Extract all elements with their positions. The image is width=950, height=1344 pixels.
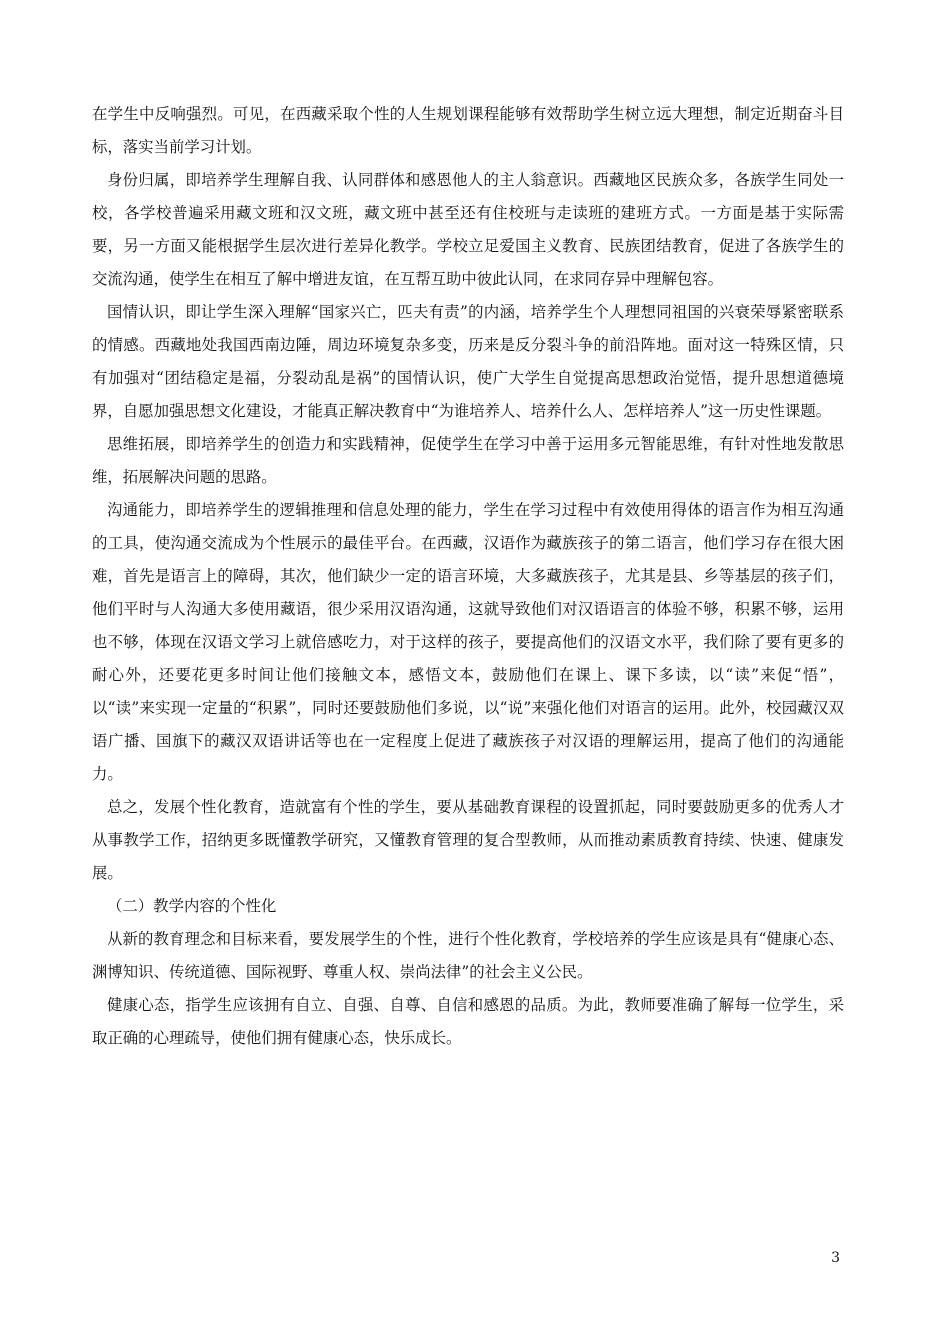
paragraph-national-awareness: 国情认识，即让学生深入理解“国家兴亡，匹夫有责”的内涵，培养学生个人理想同祖国的兴衰荣辱紧密联系的情感。西藏地处我国西南边陲，周边环境复杂多变，历来是反分裂斗争的前沿阵地。面对这一特殊区情，只有加强对“团结稳定是福，分裂动乱是祸”的国情认识，使广大学生自觉提高思想政治觉悟，提升思想道德境界，自愿加强思想文化建设，才能真正解决教育中“为谁培养人、培养什么人、怎样培养人”这一历史性课题。 xyxy=(92,303,844,420)
page-number: 3 xyxy=(831,1250,840,1266)
paragraph-summary: 总之，发展个性化教育，造就富有个性的学生，要从基础教育课程的设置抓起，同时要鼓励更多的优秀人才从事教学工作，招纳更多既懂教学研究，又懂教育管理的复合型教师，从而推动素质教育持续、快速、健康发展。 xyxy=(92,798,844,882)
paragraph-continuation: 在学生中反响强烈。可见，在西藏采取个性的人生规划课程能够有效帮助学生树立远大理想，制定近期奋斗目标，落实当前学习计划。 xyxy=(92,105,844,156)
document-body xyxy=(92,98,844,1055)
paragraph-new-concept: 从新的教育理念和目标来看，要发展学生的个性，进行个性化教育，学校培养的学生应该是具有“健康心态、渊博知识、传统道德、国际视野、尊重人权、崇尚法律”的社会主义公民。 xyxy=(92,930,844,981)
paragraph-identity: 身份归属，即培养学生理解自我、认同群体和感恩他人的主人翁意识。西藏地区民族众多，各族学生同处一校，各学校普遍采用藏文班和汉文班，藏文班中甚至还有住校班与走读班的建班方式。一方面是基于实际需要，另一方面又能根据学生层次进行差异化教学。学校立足爱国主义教育、民族团结教育，促进了各族学生的交流沟通，使学生在相互了解中增进友谊，在互帮互助中彼此认同，在求同存异中理解包容。 xyxy=(92,171,844,288)
paragraph-thinking-expansion: 思维拓展，即培养学生的创造力和实践精神，促使学生在学习中善于运用多元智能思维，有针对性地发散思维，拓展解决问题的思路。 xyxy=(92,435,844,486)
paragraph-healthy-mindset: 健康心态，指学生应该拥有自立、自强、自尊、自信和感恩的品质。为此，教师要准确了解每一位学生，采取正确的心理疏导，使他们拥有健康心态，快乐成长。 xyxy=(92,996,844,1047)
paragraph-communication: 沟通能力，即培养学生的逻辑推理和信息处理的能力，学生在学习过程中有效使用得体的语言作为相互沟通的工具，使沟通交流成为个性展示的最佳平台。在西藏，汉语作为藏族孩子的第二语言，他们学习存在很大困难，首先是语言上的障碍，其次，他们缺少一定的语言环境，大多藏族孩子，尤其是县、乡等基层的孩子们，他们平时与人沟通大多使用藏语，很少采用汉语沟通，这就导致他们对汉语语言的体验不够，积累不够，运用也不够，体现在汉语文学习上就倍感吃力，对于这样的孩子，要提高他们的汉语文水平，我们除了要有更多的耐心外，还要花更多时间让他们接触文本，感悟文本，鼓励他们在课上、课下多读，以“读”来促“悟”，以“读”来实现一定量的“积累”，同时还要鼓励他们多说，以“说”来强化他们对语言的运用。此外，校园藏汉双语广播、国旗下的藏汉双语讲话等也在一定程度上促进了藏族孩子对汉语的理解运用，提高了他们的沟通能力。 xyxy=(92,501,844,783)
section-heading: （二）教学内容的个性化 xyxy=(107,897,277,915)
